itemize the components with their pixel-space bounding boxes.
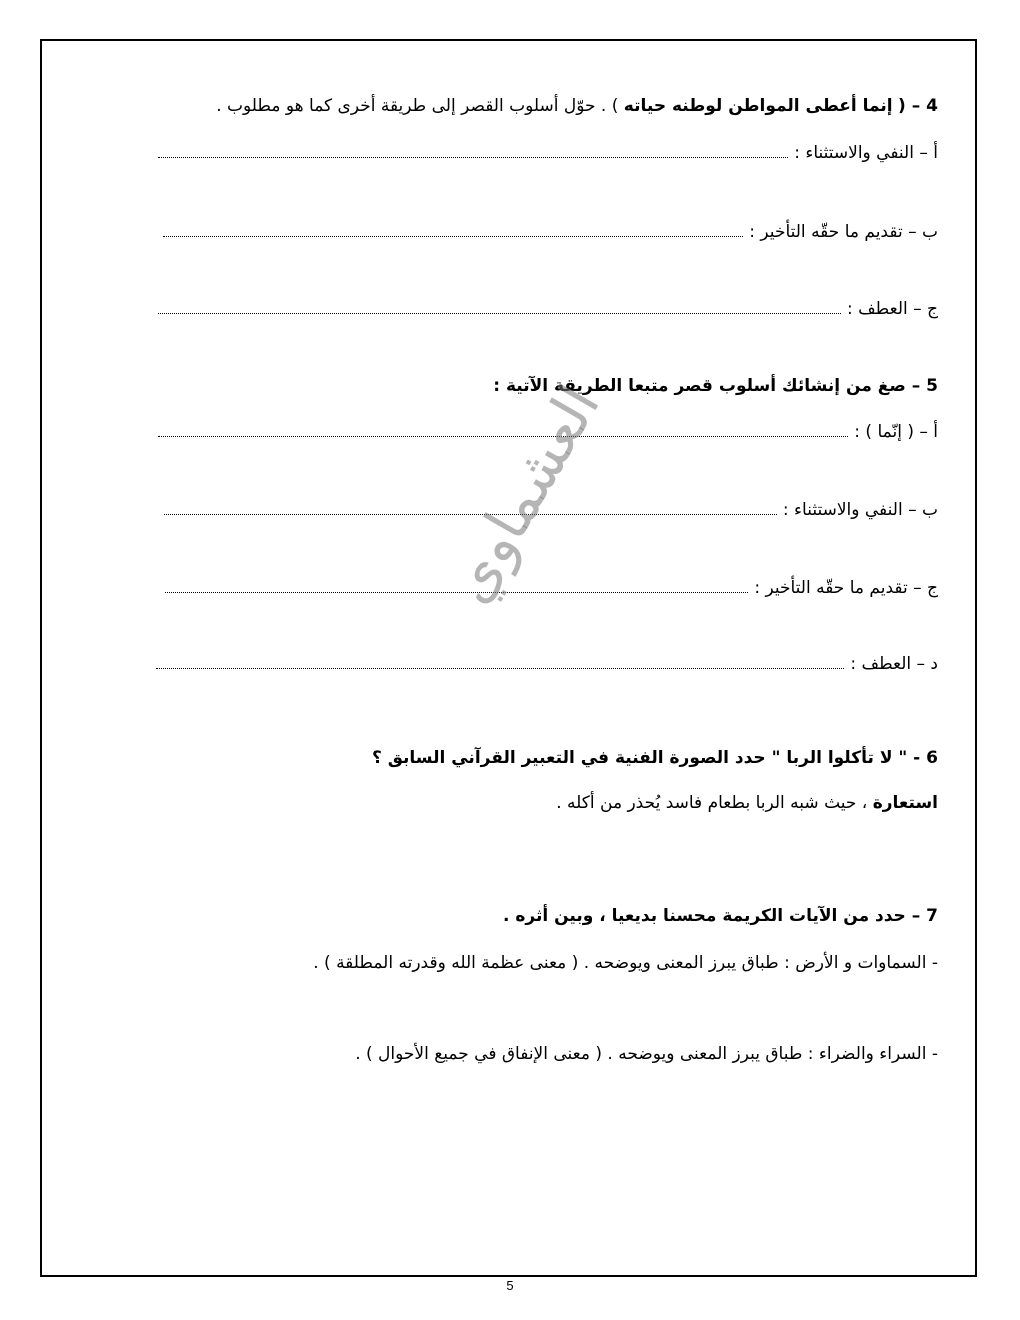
q4-number: 4 – ( — [898, 96, 938, 116]
q4-instruction: ) . حوّل أسلوب القصر إلى طريقة أخرى كما هو مطلوب . — [216, 96, 619, 116]
watermark: العشماوي — [435, 373, 613, 614]
answer-blank[interactable] — [158, 297, 841, 314]
q5-c-label: ج – تقديم ما حقّه التأخير : — [754, 578, 938, 598]
q5-d-line — [156, 652, 938, 676]
q5-title: 5 – صغ من إنشائك أسلوب قصر متبعا الطريقة الآتية : — [493, 376, 938, 396]
answer-blank[interactable] — [164, 498, 777, 515]
q4-b-label: ب – تقديم ما حقّه التأخير : — [749, 222, 938, 242]
answer-blank[interactable] — [158, 141, 788, 158]
q5-d-label: د – العطف : — [850, 654, 938, 674]
q4-a-label: أ – النفي والاستثناء : — [794, 143, 938, 163]
page-number: 5 — [506, 1278, 514, 1293]
q6-title: 6 - " لا تأكلوا الربا " حدد الصورة الفنية في التعبير القرآني السابق ؟ — [371, 748, 938, 768]
q6-answer-explanation: ، حيث شبه الربا بطعام فاسد يُحذر من أكله . — [556, 793, 868, 813]
q4-quote: إنما أعطى المواطن لوطنه حياته — [623, 96, 893, 116]
q5-b-label: ب – النفي والاستثناء : — [782, 500, 938, 520]
q4-prompt — [216, 94, 938, 118]
q5-a-label: أ – ( إنّما ) : — [854, 422, 938, 442]
q5-c-line — [165, 576, 938, 600]
q7-title: 7 – حدد من الآيات الكريمة محسنا بديعيا ، وبين أثره . — [503, 906, 938, 926]
answer-blank[interactable] — [158, 420, 848, 437]
answer-blank[interactable] — [163, 220, 743, 237]
q4-c-label: ج – العطف : — [846, 299, 938, 319]
q7-answer-2: - السراء والضراء : طباق يبرز المعنى ويوضحه . ( معنى الإنفاق في جميع الأحوال ) . — [355, 1044, 938, 1064]
answer-blank[interactable] — [156, 652, 844, 669]
q4-c-line — [158, 297, 938, 321]
q7-answer-1: - السماوات و الأرض : طباق يبرز المعنى ويوضحه . ( معنى عظمة الله وقدرته المطلقة ) . — [313, 953, 938, 973]
q6-answer — [556, 791, 938, 815]
q6-answer-term: استعارة — [872, 793, 938, 813]
q4-b-line — [163, 220, 938, 244]
q4-a-line — [158, 141, 938, 165]
